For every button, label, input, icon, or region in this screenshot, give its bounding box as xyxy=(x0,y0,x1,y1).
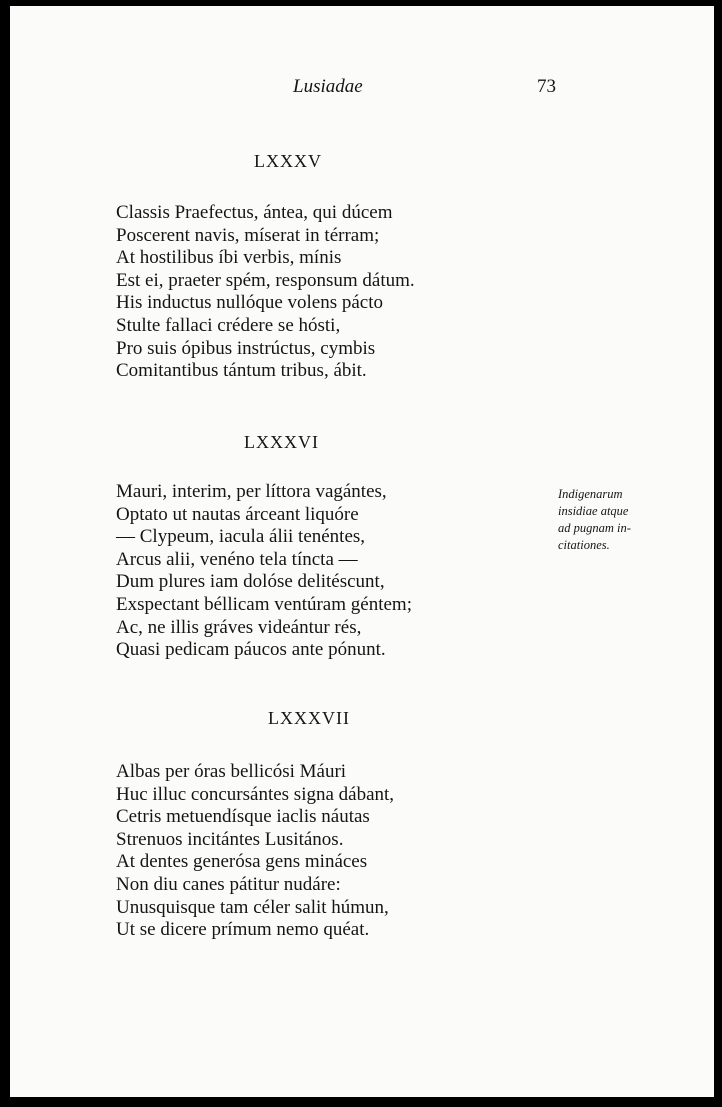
verse-line: At dentes generósa gens mináces xyxy=(116,851,368,873)
verse-line: At hostilibus íbi verbis, mínis xyxy=(116,247,342,269)
verse-line: Mauri, interim, per líttora vagántes, xyxy=(116,481,387,502)
book-page xyxy=(10,6,714,1097)
stanza-number: LXXXV xyxy=(254,151,322,171)
marginal-note xyxy=(558,486,688,554)
verse-line: Non diu canes pátitur nudáre: xyxy=(116,873,341,895)
verse-line: Comitantibus tántum tribus, ábit. xyxy=(116,360,367,382)
verse-line: His inductus nullóque volens pácto xyxy=(116,292,384,314)
marginal-note-line: ad pugnam in- xyxy=(558,521,631,535)
verse-line: Exspectant béllicam ventúram géntem; xyxy=(116,593,412,615)
verse-line: Dum plures iam dolóse delitéscunt, xyxy=(116,571,385,593)
verse-line: Quasi pedicam páucos ante pónunt. xyxy=(116,639,386,661)
running-head-title: Lusiadae xyxy=(293,76,363,97)
marginal-note-line: insidiae atque xyxy=(558,504,629,518)
stanza-number: LXXXVI xyxy=(244,432,319,452)
stanza xyxy=(116,481,536,662)
verse-line: Strenuos incitántes Lusitános. xyxy=(116,828,344,850)
verse-line: Classis Praefectus, ántea, qui dúcem xyxy=(116,202,393,223)
verse-line: Ac, ne illis gráves videántur rés, xyxy=(116,616,362,638)
verse-line: Stulte fallaci crédere se hósti, xyxy=(116,314,341,336)
marginal-note-line: Indigenarum xyxy=(558,487,623,501)
stanza xyxy=(116,761,536,942)
verse-line: Arcus alii, venéno tela tíncta — xyxy=(116,548,358,570)
stanza xyxy=(116,202,536,383)
verse-line: Huc illuc concursántes signa dábant, xyxy=(116,783,395,805)
stanza-number: LXXXVII xyxy=(268,708,350,728)
verse-line: Cetris metuendísque iaclis náutas xyxy=(116,806,370,828)
verse-line: Albas per óras bellicósi Máuri xyxy=(116,761,347,782)
verse-line: Unusquisque tam céler salit húmun, xyxy=(116,896,389,918)
verse-line: Optato ut nautas árceant liquóre xyxy=(116,503,359,525)
verse-line: Pro suis ópibus instrúctus, cymbis xyxy=(116,337,376,359)
page-number: 73 xyxy=(537,76,556,97)
marginal-note-line: citationes. xyxy=(558,538,610,552)
verse-line: — Clypeum, iacula álii tenéntes, xyxy=(116,526,366,548)
verse-line: Poscerent navis, míserat in térram; xyxy=(116,224,380,246)
verse-line: Est ei, praeter spém, responsum dátum. xyxy=(116,269,415,291)
verse-line: Ut se dicere prímum nemo quéat. xyxy=(116,919,370,941)
